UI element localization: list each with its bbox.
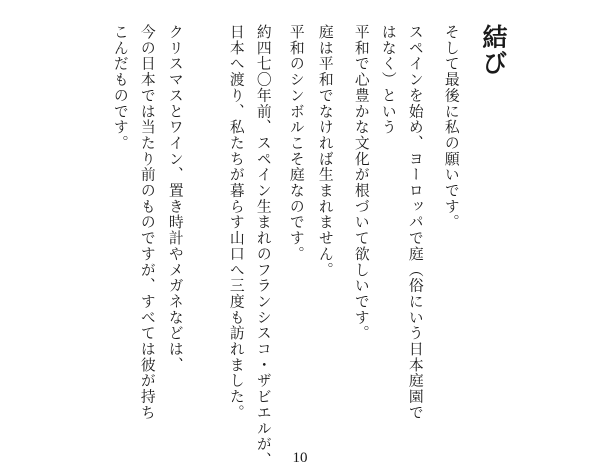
body-line-9: クリスマスとワイン、置き時計やメガネなどは、	[166, 24, 184, 373]
body-line-1: そして最後に私の願いです。	[442, 24, 460, 231]
body-line-7: 約四七〇年前、スペイン生まれのフランシスコ・ザビエルが、	[254, 24, 272, 468]
body-line-2: スペインを始め、ヨーロッパで庭（俗にいう日本庭園で	[406, 24, 424, 421]
body-line-10: 今の日本では当たり前のものですが、すべては彼が持ち	[138, 24, 156, 421]
body-line-6: 平和のシンボルこそ庭なのです。	[287, 24, 305, 262]
body-line-5: 庭は平和でなければ生まれません。	[316, 24, 334, 278]
body-line-11: こんだものです。	[111, 24, 129, 151]
body-line-8: 日本へ渡り、私たちが暮らす山口へ三度も訪れました。	[227, 24, 245, 421]
body-line-4: 平和で心豊かな文化が根づいて欲しいです。	[352, 24, 370, 341]
body-line-3: はなく）という	[379, 24, 397, 135]
section-heading: 結び	[479, 24, 508, 76]
page-number: 10	[292, 450, 308, 466]
